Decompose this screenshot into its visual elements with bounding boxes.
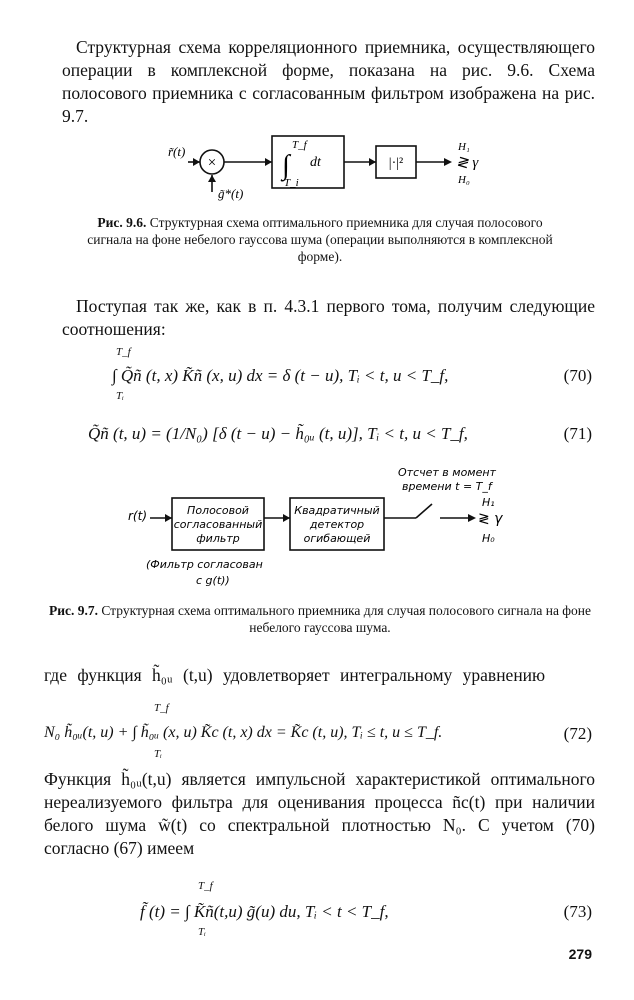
eq72-number: (72) (563, 724, 592, 743)
fig97-h1: H₁ (482, 496, 495, 509)
eq71-body: Q̃ñ (t, u) = (1/N₀) [δ (t − u) − h̃₀ᵤ (t, u)], Tᵢ < t, u < T_f, (88, 424, 468, 443)
integral-sign: ∫ (282, 150, 290, 181)
eq73-number: (73) (563, 902, 592, 921)
eq72-upper: T_f (154, 702, 169, 714)
eq70-lower: Tᵢ (116, 390, 124, 402)
eq70-upper: T_f (116, 346, 131, 358)
page-number: 279 (568, 946, 592, 962)
caption-9-7 (48, 602, 592, 636)
eq71-number: (71) (563, 424, 592, 443)
fig96-integral-body: dt (310, 155, 321, 170)
fig97-threshold: ≷ γ (478, 511, 503, 527)
paragraph-intro: Структурная схема корреляционного приемника, осуществляющего операции в комплексной форме, показана на рис. 9.6. Схема полосового приемника с согласованным фильтром изображена на рис. 9.7. (62, 37, 595, 126)
figure-9-6-diagram (0, 128, 634, 218)
fig97-box2-line1: Квадратичный (294, 504, 380, 517)
eq72-lower: Tᵢ (154, 748, 162, 760)
fig97-box2-line3: огибающей (303, 532, 371, 545)
caption-9-6 (80, 214, 560, 265)
eq73-body: f̃ (t) = ∫ K̃ñ(t,u) g̃(u) du, Tᵢ < t < T_f, (140, 902, 389, 921)
fig96-reference-label: g̃*(t) (218, 186, 244, 201)
fig97-box1-line2: согласованный (173, 518, 263, 531)
fig96-integral-lower: T_i (284, 177, 299, 189)
fig97-box1-line1: Полосовой (187, 504, 249, 517)
equation-73 (0, 880, 634, 940)
fig97-sample-line1: Отсчет в момент (398, 466, 496, 479)
equation-70 (0, 346, 634, 402)
equation-71 (0, 420, 634, 460)
fig97-box1-line3: фильтр (196, 532, 240, 545)
fig96-h1: H₁ (458, 141, 470, 153)
eq70-body: ∫ Q̃ñ (t, x) K̃ñ (x, u) dx = δ (t − u), Tᵢ < t, u < T_f, (112, 366, 449, 385)
eq70-number: (70) (563, 366, 592, 385)
eq73-lower: Tᵢ (198, 926, 206, 938)
caption-9-6-text: Структурная схема оптимального приемника для случая полосового сигнала на фоне небелого гауссова шума (операции выполняются в комплексной форме). (87, 215, 553, 264)
caption-9-7-text: Структурная схема оптимального приемника для случая полосового сигнала на фоне небелого гауссова шума. (101, 603, 592, 635)
fig97-box2-line2: детектор (309, 518, 365, 531)
fig97-note-line2: с g(t)) (196, 574, 230, 587)
fig96-abs-squared: |·|² (388, 156, 404, 171)
fig96-h0: H₀ (458, 174, 470, 186)
caption-9-6-label: Рис. 9.6. (97, 215, 147, 230)
figure-9-7-diagram (0, 460, 634, 600)
fig97-input-label: r(t) (128, 509, 148, 523)
fig97-sample-line2: времени t = T_f (402, 480, 492, 493)
fig96-integral-upper: T_f (292, 139, 307, 151)
eq72-body: N₀ h̃₀ᵤ(t, u) + ∫ h̃₀ᵤ (x, u) K̃c (t, x) dx = K̃c (t, u), Tᵢ ≤ t, u ≤ T_f. (44, 724, 443, 741)
equation-72 (0, 702, 634, 762)
fig96-threshold: ≷ γ (456, 155, 479, 171)
paragraph-relations: Поступая так же, как в п. 4.3.1 первого тома, получим следующие соотношения: (62, 296, 595, 339)
eq73-upper: T_f (198, 880, 213, 892)
fig97-note-line1: (Фильтр согласован (146, 558, 263, 571)
fig97-h0: H₀ (482, 532, 495, 545)
fig96-multiplier-symbol: × (207, 155, 217, 171)
fig96-input-label: r̃(t) (168, 144, 186, 159)
paragraph-where: где функция h̃₀ᵤ (t,u) удовлетворяет интегральному уравнению (44, 665, 546, 685)
caption-9-7-label: Рис. 9.7. (48, 603, 98, 618)
paragraph-impulse-response: Функция h̃₀ᵤ(t,u) является импульсной характеристикой оптимального нереализуемого фильтра для оценивания процесса ñc(t) при наличии белого шума w̃(t) со спектральной плотностью N₀. С учетом (70) согласно (67) имеем (44, 769, 595, 858)
